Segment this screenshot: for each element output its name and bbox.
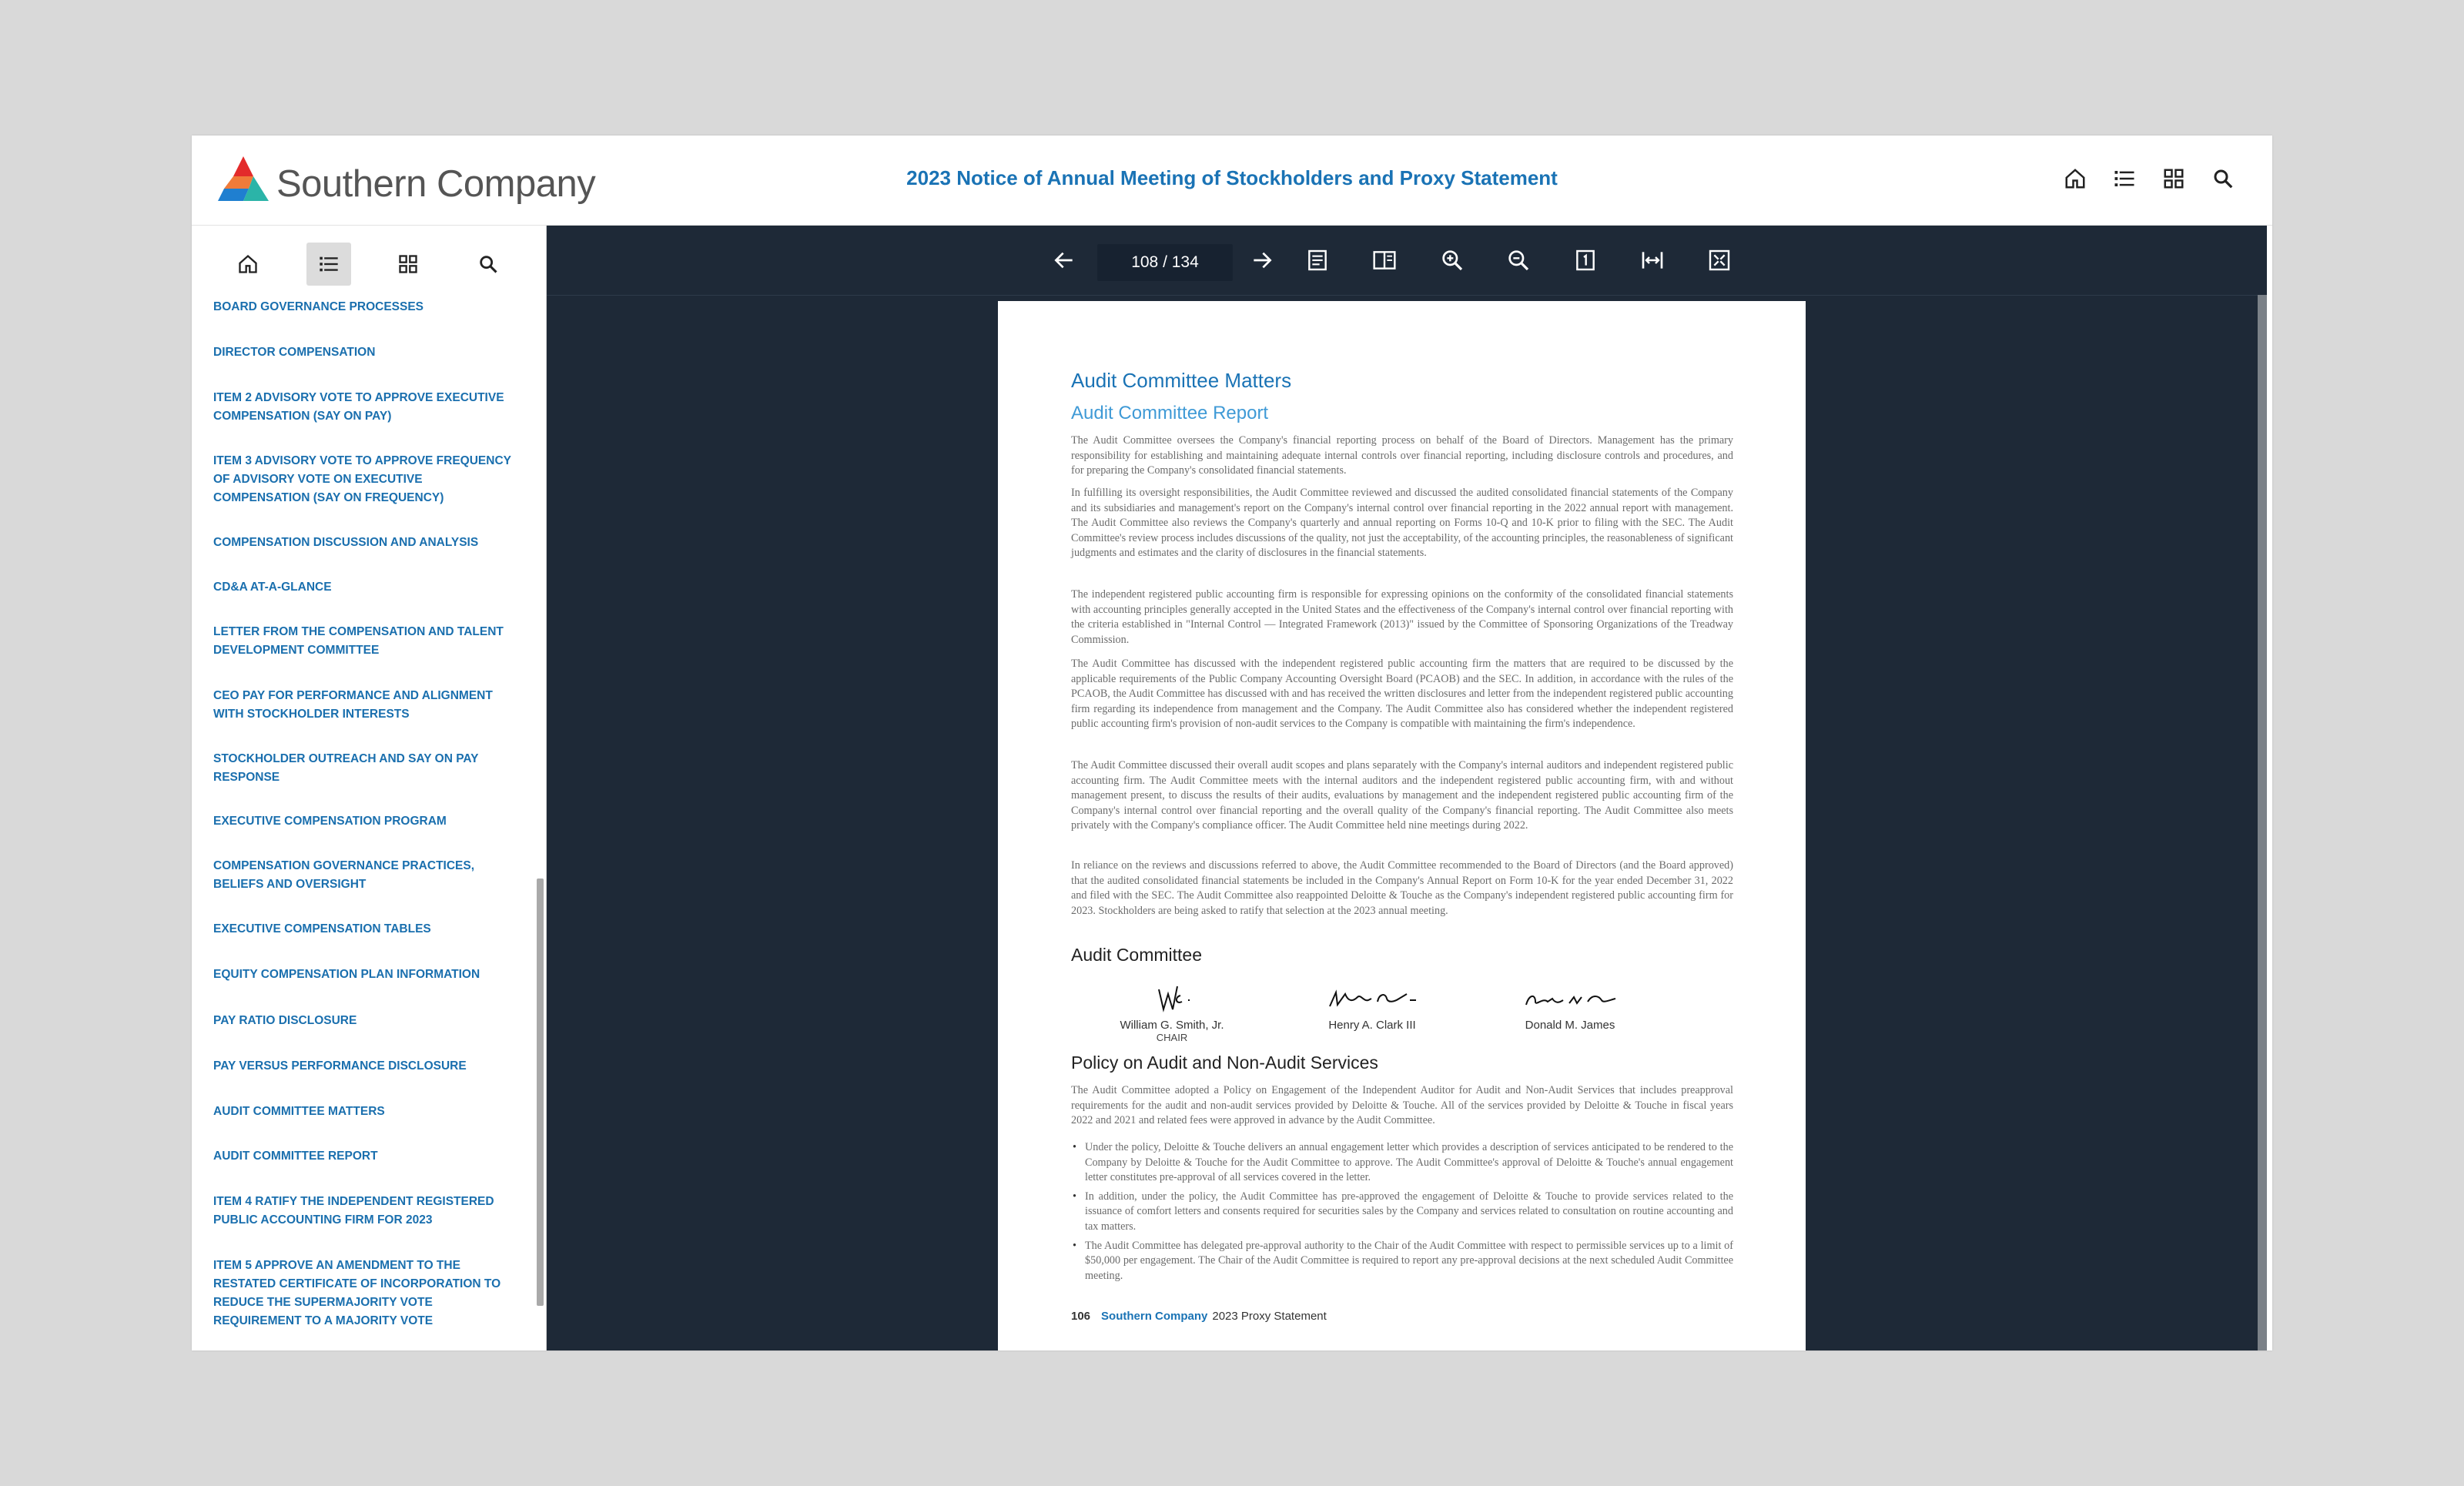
toc-item[interactable]: CEO PAY FOR PERFORMANCE AND ALIGNMENT WITH STOCKHOLDER INTERESTS (213, 689, 493, 721)
toc-item[interactable]: DIRECTOR COMPENSATION (213, 346, 376, 359)
toc-item[interactable]: LETTER FROM THE COMPENSATION AND TALENT DEVELOPMENT COMMITTEE (213, 625, 504, 657)
zoom-in-button[interactable] (1436, 244, 1468, 276)
search-icon (477, 253, 499, 275)
toc-item[interactable]: EQUITY COMPENSATION PLAN INFORMATION (213, 968, 480, 981)
signature-image (1512, 979, 1628, 1016)
signature-image (1114, 979, 1230, 1016)
fit-width-icon (1640, 248, 1665, 273)
toc-item[interactable]: AUDIT COMMITTEE REPORT (213, 1150, 378, 1163)
signature-image (1314, 979, 1430, 1016)
signature-block (1493, 979, 1647, 1032)
signature-block (1095, 979, 1249, 1043)
two-page-icon (1372, 248, 1397, 273)
document-viewer (547, 226, 2267, 1350)
arrow-left-icon (1052, 248, 1076, 273)
tab-home[interactable] (226, 243, 270, 286)
bullet-text: The Audit Committee has delegated pre-approval authority to the Chair of the Audit Committee with respect to permissible services up to a limit of $50,000 per engagement. The Chair of the Audit Committee is required to report any pre-approval decisions at the next scheduled Audit Committee meeting. (1085, 1239, 1733, 1282)
header-thumbnails-button[interactable] (2158, 163, 2189, 194)
toc-item[interactable]: AUDIT COMMITTEE MATTERS (213, 1105, 385, 1118)
fullscreen-button[interactable] (1703, 244, 1736, 276)
toc-item[interactable]: STOCKHOLDER OUTREACH AND SAY ON PAY RESPONSE (213, 752, 479, 784)
footer-doc-name: 2023 Proxy Statement (1212, 1310, 1327, 1323)
toc-item[interactable]: EXECUTIVE COMPENSATION TABLES (213, 922, 431, 935)
toc-item[interactable]: PAY RATIO DISCLOSURE (213, 1014, 357, 1027)
policy-bullet-list (1071, 1140, 1733, 1287)
zoom-out-button[interactable] (1502, 244, 1535, 276)
toc-item[interactable]: COMPENSATION DISCUSSION AND ANALYSIS (213, 536, 479, 549)
logo-text: Southern Company (276, 163, 596, 205)
list-item: • Under the policy, Deloitte & Touche delivers an annual engagement letter which provides a description of services anticipated to be rendered to the Company by Deloitte & Touche for the Audit Committee to approve. The Audit Committee's approval of Deloitte & Touche's annual engagement letter constitutes pre-approval of all services covered in the letter. (1073, 1141, 1733, 1184)
bullet-text: Under the policy, Deloitte & Touche delivers an annual engagement letter which provides a description of services anticipated to be rendered to the Company by Deloitte & Touche for the Audit Committee to approve. The Audit Committee's approval of Deloitte & Touche's annual engagement letter constitutes pre-approval of all services covered in the letter. (1085, 1141, 1733, 1184)
zoom-in-icon (1440, 248, 1465, 273)
document-page (998, 301, 1806, 1350)
page-heading: Audit Committee Matters (1071, 369, 1292, 392)
paragraph-4: The Audit Committee has discussed with the independent registered public accounting firm the matters that are required to be discussed by the applicable requirements of the Public Company Accounting Oversight Board (PCAOB) and the SEC. In addition, in accordance with the rules of the PCAOB, the Audit Committee has discussed with and has received the written disclosures and letter from the independent registered public accounting firm regarding its independence from management and the Company. The Audit Committee also has considered whether the independent registered public accounting firm's provision of non-audit services to the Company is compatible with maintaining the firm's independence. (1071, 658, 1733, 731)
fullscreen-icon (1707, 248, 1732, 273)
sidebar-tabs (192, 226, 546, 300)
page-footer (1071, 1310, 1327, 1323)
signer-name: Donald M. James (1525, 1019, 1615, 1032)
header-toc-button[interactable] (2109, 163, 2140, 194)
tab-contents[interactable] (306, 243, 351, 286)
fit-width-button[interactable] (1636, 244, 1669, 276)
sidebar-scrollbar[interactable] (537, 879, 544, 1306)
grid-icon (397, 253, 419, 275)
paragraph-2: In fulfilling its oversight responsibilities, the Audit Committee reviewed and discussed the audited consolidated financial statements of the Company and its subsidiaries and management's report on the Company's internal control over financial reporting in the 2022 annual report with management. The Audit Committee also reviews the Company's quarterly and annual reporting on Forms 10-Q and 10-K prior to filing with the SEC. The Audit Committee's review process includes discussions of the quality, not just the acceptability, of the accounting principles, the reasonableness of significant judgments and estimates and the clarity of disclosures in the financial statements. (1071, 487, 1733, 560)
policy-paragraph: The Audit Committee adopted a Policy on Engagement of the Independent Auditor for Audit and Non-Audit Services that includes preapproval requirements for the audit and non-audit services provided by Deloitte & Touche. All of the services provided by Deloitte & Touche in fiscal years 2022 and 2021 and related fees were approved in advance by the Audit Committee. (1071, 1084, 1733, 1127)
toc-item[interactable]: BOARD GOVERNANCE PROCESSES (213, 300, 424, 313)
home-icon (237, 253, 259, 275)
paragraph-3: The independent registered public accounting firm is responsible for expressing opinions on the conformity of the consolidated financial statements with accounting principles generally accepted in the United States and the effectiveness of the Company's internal control over financial reporting with the criteria established in "Internal Control — Integrated Framework (2013)" issued by the Committee of Sponsoring Organizations of the Treadway Commission. (1071, 588, 1733, 646)
fit-page-button[interactable] (1569, 244, 1602, 276)
toc-item[interactable]: ITEM 4 RATIFY THE INDEPENDENT REGISTERED PUBLIC ACCOUNTING FIRM FOR 2023 (213, 1195, 494, 1227)
grid-icon (2162, 167, 2185, 190)
toc-item[interactable]: ITEM 3 ADVISORY VOTE TO APPROVE FREQUENCY OF ADVISORY VOTE ON EXECUTIVE COMPENSATION (SAY ON FREQUENCY) (213, 454, 511, 504)
signer-name: William G. Smith, Jr. (1120, 1019, 1224, 1032)
signer-name: Henry A. Clark III (1328, 1019, 1416, 1032)
paragraph-1: The Audit Committee oversees the Company's financial reporting process on behalf of the Board of Directors. Management has the primary responsibility for establishing and maintaining adequate internal controls over financial reporting, including disclosure controls and procedures, and for preparing the Company's consolidated financial statements. (1071, 434, 1733, 477)
header-toolbar (2041, 163, 2238, 194)
policy-heading: Policy on Audit and Non-Audit Services (1071, 1053, 1378, 1073)
document-title: 2023 Notice of Annual Meeting of Stockholders and Proxy Statement (906, 166, 1558, 189)
signer-role: CHAIR (1156, 1032, 1188, 1043)
previous-page-button[interactable] (1048, 244, 1080, 276)
viewer-toolbar (547, 226, 2267, 296)
tab-search[interactable] (466, 243, 511, 286)
toc-item[interactable]: PAY VERSUS PERFORMANCE DISCLOSURE (213, 1059, 467, 1073)
paragraph-5: The Audit Committee discussed their overall audit scopes and plans separately with the Company's internal auditors and independent registered public accounting firm. The Audit Committee meets with the internal auditors and the independent registered public accounting firm, with and without management present, to discuss the results of their audits, evaluations by management and the independent registered public accounting firm of the Company's internal control over financial reporting and the overall quality of the Company's financial reporting. The Audit Committee also meets privately with the Company's compliance officer. The Audit Committee held nine meetings during 2022. (1071, 759, 1733, 832)
list-icon (2113, 167, 2136, 190)
viewer-scrollbar[interactable] (2258, 295, 2267, 1350)
document-icon (1305, 248, 1330, 273)
table-of-contents (192, 300, 531, 1350)
arrow-right-icon (1250, 248, 1274, 273)
signature-block (1295, 979, 1449, 1032)
toc-item[interactable]: EXECUTIVE COMPENSATION PROGRAM (213, 815, 447, 828)
page-subheading: Audit Committee Report (1071, 403, 1269, 423)
toc-item[interactable]: ITEM 2 ADVISORY VOTE TO APPROVE EXECUTIVE COMPENSATION (SAY ON PAY) (213, 391, 504, 423)
fit-page-icon (1573, 248, 1598, 273)
bullet-text: In addition, under the policy, the Audit Committee has pre-approved the engagement of Deloitte & Touche to provide services related to the issuance of comfort letters and consents required for securities sales by the Company and services related to consultation on routine accounting and tax matters. (1085, 1190, 1733, 1233)
top-header (192, 136, 2272, 226)
list-icon (318, 253, 340, 275)
header-search-button[interactable] (2208, 163, 2238, 194)
list-item: • In addition, under the policy, the Audit Committee has pre-approved the engagement of Deloitte & Touche to provide services related to the issuance of comfort letters and consents required for securities sales by the Company and services related to consultation on routine accounting and tax matters. (1073, 1190, 1733, 1233)
search-icon (2211, 167, 2235, 190)
toc-item[interactable]: COMPENSATION GOVERNANCE PRACTICES, BELIEFS AND OVERSIGHT (213, 859, 475, 891)
page-number-input[interactable] (1097, 244, 1233, 281)
app-window (192, 136, 2272, 1350)
committee-heading: Audit Committee (1071, 945, 1203, 965)
home-icon (2064, 167, 2087, 190)
toc-item[interactable]: ITEM 5 APPROVE AN AMENDMENT TO THE RESTATED CERTIFICATE OF INCORPORATION TO REDUCE THE SUPERMAJORITY VOTE REQUIREMENT TO A MAJORITY VOTE (213, 1259, 501, 1327)
two-page-view-button[interactable] (1368, 244, 1401, 276)
next-page-button[interactable] (1246, 244, 1278, 276)
footer-brand: Southern Company (1101, 1310, 1208, 1323)
tab-thumbnails[interactable] (386, 243, 430, 286)
footer-page-number: 106 (1071, 1310, 1091, 1323)
paragraph-6: In reliance on the reviews and discussions referred to above, the Audit Committee recommended to the Board of Directors (and the Board approved) that the audited consolidated financial statements be included in the Company's Annual Report on Form 10-K for the year ended December 31, 2022 and filed with the SEC. The Audit Committee also reappointed Deloitte & Touche as the Company's independent registered public accounting firm for 2023. Stockholders are being asked to ratify that selection at the 2023 annual meeting. (1071, 859, 1733, 917)
list-item: • The Audit Committee has delegated pre-approval authority to the Chair of the Audit Committee with respect to permissible services up to a limit of $50,000 per engagement. The Chair of the Audit Committee is required to report any pre-approval decisions at the next scheduled Audit Committee meeting. (1073, 1239, 1733, 1282)
toc-item[interactable]: CD&A AT-A-GLANCE (213, 581, 332, 594)
single-page-view-button[interactable] (1301, 244, 1334, 276)
zoom-out-icon (1506, 248, 1531, 273)
sidebar (192, 226, 547, 1350)
header-home-button[interactable] (2060, 163, 2091, 194)
